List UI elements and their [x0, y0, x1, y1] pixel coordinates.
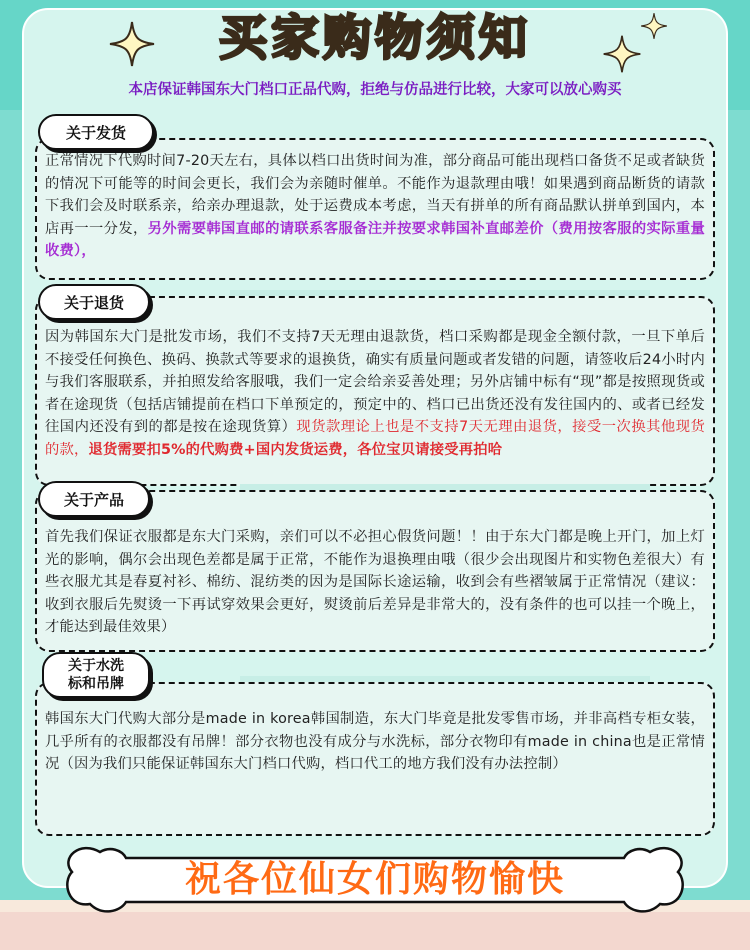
section-shipping-text: 正常情况下代购时间7-20天左右，具体以档口出货时间为准，部分商品可能出现档口备货不足或者缺货的情况下可能等的时间会更长，我们会为亲随时催单。不能作为退款理由哦！如果遇到商品断货的请款下我们会及时联系亲，给亲办理退款，处于运费成本考虑，当天有拼单的所有商品默认拼单到国内，本店再一一分发， [45, 153, 705, 237]
footer-banner [60, 842, 690, 918]
page-title: 买家购物须知 [218, 10, 531, 66]
section-shipping-highlight: 另外需要韩国直邮的请联系客服备注并按要求韩国补直邮差价（费用按客服的实际重量收费）， [45, 220, 705, 260]
section-labels-tags-body [45, 708, 705, 776]
section-products-text: 首先我们保证衣服都是东大门采购，亲们可以不必担心假货问题！！由于东大门都是晚上开门，加上灯光的影响，偶尔会出现色差都是属于正常，不能作为退换理由哦（很少会出现图片和实物色差很大）有些衣服尤其是春夏衬衫、棉纺、混纺类的因为是国际长途运输，收到会有些褶皱属于正常情况（建议：收到衣服后先熨烫一下再试穿效果会更好，熨烫前后差异是非常大的，没有条件的也可以挂一个晚上，才能达到最佳效果） [45, 529, 705, 636]
section-shipping-label: 关于发货 [38, 114, 154, 150]
section-returns [35, 296, 715, 486]
section-returns-highlight: 退货需要扣5%的代购费+国内发货运费，各位宝贝请接受再拍哈 [88, 441, 503, 458]
section-returns-body [45, 326, 705, 462]
section-labels-tags [35, 682, 715, 836]
sparkle-icon [108, 20, 156, 68]
section-products-body [45, 526, 705, 639]
section-labels-tags-label-line2: 标和吊牌 [68, 676, 124, 692]
section-labels-tags-text: 韩国东大门代购大部分是made in korea韩国制造，东大门毕竟是批发零售市场，并非高档专柜女装，几乎所有的衣服都没有吊牌！部分衣物也没有成分与水洗标，部分衣物印有made in china也是正常情况（因为我们只能保证韩国东大门档口代购，档口代工的地方我们没有办法控制） [45, 711, 705, 773]
section-returns-text: 因为韩国东大门是批发市场，我们不支持7天无理由退款货，档口采购都是现金全额付款，一旦下单后不接受任何换色、换码、换款式等要求的退换货，确实有质量问题或者发错的问题，请签收后24小时内与我们客服联系，并拍照发给客服哦，我们一定会给亲妥善处理；另外店铺中标有“现”都是按照现货或者在途现货（包括店铺提前在档口下单预定的，预定中的、档口已出货还没有发往国内的、或者已经发往国内还没有到的都是按在途现货算） [45, 329, 705, 436]
sparkle-icon [602, 34, 642, 74]
section-returns-highlight-light: 现货款理论上也是不支持7天无理由退货，接受一次换其他现货的款， [45, 419, 705, 458]
page-subtitle: 本店保证韩国东大门档口正品代购，拒绝与仿品进行比较，大家可以放心购买 [128, 82, 622, 98]
section-products-label: 关于产品 [38, 481, 150, 517]
section-labels-tags-label [42, 652, 150, 698]
section-returns-label: 关于退货 [38, 284, 150, 320]
footer-message: 祝各位仙女们购物愉快 [184, 859, 565, 900]
section-shipping [35, 138, 715, 280]
sparkle-icon [640, 12, 668, 40]
section-labels-tags-label-line1: 关于水洗 [68, 658, 124, 674]
section-shipping-body [45, 150, 705, 263]
